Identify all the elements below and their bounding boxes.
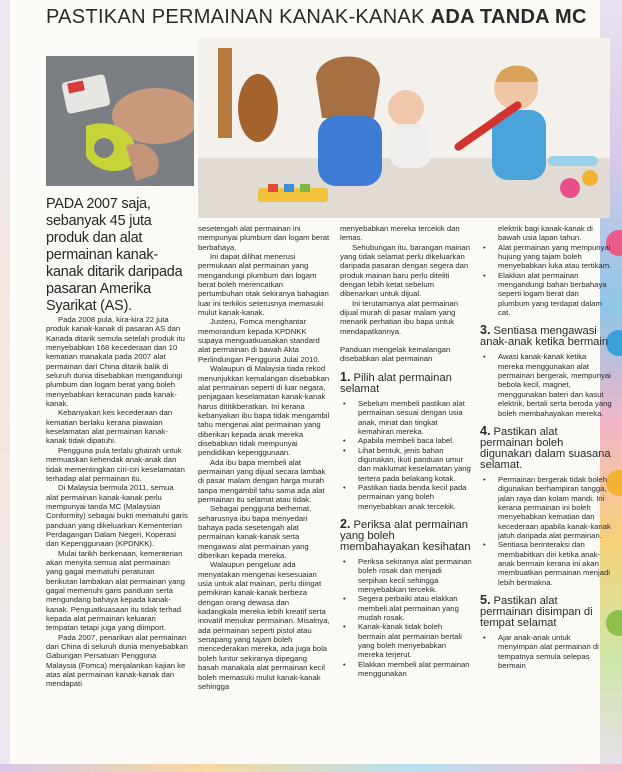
list-item: • Periksa sekiranya alat permainan boleh rosak dan menjadi serpihan kecil sehingga menyebabkan tercekik. [340, 557, 472, 594]
photo-children-playing [198, 38, 610, 218]
headline-emphasis: ADA TANDA MC [430, 6, 587, 28]
bullet-list [480, 475, 612, 587]
section-heading: 3. Sentiasa mengawasi anak-anak ketika bermain [480, 323, 609, 349]
paragraph: Ini terutamanya alat permainan dijual murah di pasar malam yang menarik perhatian ibu bapa untuk mendapatkannya. [340, 298, 458, 336]
paragraph: Walaupun pengeluar ada menyatakan mengenai kesesuaian usia untuk alat mainan, perlu diingat pemikiran kanak-kanak berbeza dengan orang dewasa dan kadangkala mereka lebih kreatif serta inovatif menukar permainan. Misalnya, ada permainan seperti pistol atau senapang yang tajam boleh mencederakan mereka, ada juga bola boleh luntur sekiranya dipegang basah manakala alat permainan kecil boleh memasuki mulut kanak-kanak sehingga [198, 560, 330, 691]
bullet-list [480, 243, 612, 318]
list-item: • Sentiasa berinteraksi dan membabitkan diri ketika anak-anak bermain kerana ini akan membuatkan permainan menjadi lebih bermakna. [480, 540, 612, 587]
list-item: • Alat permainan yang mempunyai hujung yang tajam boleh menyebabkan luka atau tertikam. [480, 243, 612, 271]
list-item: • Awasi kanak-kanak ketika mereka menggunakan alat permainan bergerak, mempunyai bebola kecil, magnet, menggunakan bateri dan kasut elektrik, bertali serta beroda yang boleh membahayakan mereka. [480, 352, 612, 417]
paragraph: Justeru, Fomca menghantar memorandum kepada KPDNKK supaya menguatkuasakan standard alat permainan di bawah Akta Perlindungan Pengguna Julai 2010. [198, 317, 320, 364]
article-headline [46, 6, 587, 32]
section-heading: 2. Periksa alat permainan yang boleh membahayakan kesihatan [340, 516, 471, 553]
paragraph: Pada 2007, penarikan alat permainan dari China di seluruh dunia menyebabkan Gabungan Persatuan Pengguna Malaysia (Fomca) menjalankan kajian ke atas alat permainan kanak-kanak dan mendapati [46, 632, 188, 689]
bullet-list [340, 399, 472, 511]
list-item: • Pastikan tiada benda kecil pada permainan yang boleh menyebabkan anak tercekik. [340, 483, 472, 511]
article-column-3 [340, 224, 472, 678]
paragraph: Walaupun di Malaysia tiada rekod menunjukkan kemalangan disebabkan alat permainan seperti di luar negara, penjagaan keselamatan kanak-kanak harus dititikberatkan. Ini kerana kebanyakan ibu bapa tidak mengambil tahu mengenai alat permainan yang diberikan kepada anak mereka disebabkan tidak mempunyai pendidikan kepenggunaan. [198, 364, 330, 458]
bullet-list [480, 633, 612, 670]
paragraph: Pada 2008 pula, kira-kira 22 juta produk kanak-kanak di pasaran AS dan Kanada ditarik semula setelah produk itu menyebabkan 168 kecederaan dan 10 kematian manakala pada 2007 alat permainan dari China ditarik balik di seluruh dunia disebabkan mengandungi plumbum dan logam berat yang boleh menyebabkan keracunan pada kanak-kanak. [46, 315, 185, 409]
list-item: • Elakkan alat permainan mengandungi bahan berbahaya seperti logam berat dan plumbum yang terdapat dalam cat. [480, 271, 612, 318]
paragraph: elektrik bagi kanak-kanak di bawah usia lapan tahun. [498, 224, 593, 243]
photo-mc-label-toy [46, 56, 194, 186]
section-heading: 5. Pastikan alat permainan disimpan di tempat selamat [480, 592, 593, 629]
paragraph: Panduan mengelak kemalangan disebabkan alat permainan [340, 345, 451, 364]
list-item: • Kanak-kanak tidak boleh bermain alat permainan bertali yang boleh menyebabkan mereka terjerut. [340, 622, 472, 659]
bullet-list [340, 557, 472, 678]
section-heading: 1. Pilih alat permainan selamat [340, 369, 452, 395]
list-item: • Sebelum membeli pastikan alat permainan sesuai dengan usia anak, minat dan tingkat kemahiran mereka. [340, 399, 472, 436]
article-column-4 [480, 224, 612, 670]
paragraph: Sebagai pengguna berhemat, seharusnya ibu bapa menyedari bahaya pada sesetengah alat permainan kanak-kanak serta mengawasi alat permainan yang diberikan kepada mereka. [198, 504, 312, 561]
article-lede: PADA 2007 saja, sebanyak 45 juta produk dan alat permainan kanak-kanak ditarik daripada pasaran Amerika Syarikat (AS). [46, 196, 183, 314]
list-item: • Elakkan membeli alat permainan menggunakan [340, 660, 472, 679]
list-item: • Lihat bentuk, jenis bahan digunakan, ikuti panduan umur dan maklumat keselamatan yang tertera pada belakang kotak. [340, 446, 472, 483]
paragraph: Mulai tarikh berkenaan, kementerian akan menyita semua alat permainan yang gagal mematuhi peraturan berikutan lambakan alat permainan yang gagal memenuhi garis panduan serta mengundang bahaya kepada kanak-kanak. Penguatkuasaan itu tidak terhad kepada alat permainan keluaran tempatan tetapi juga yang diimport. [46, 548, 185, 633]
list-item: • Apabila membeli baca label. [340, 436, 472, 445]
paragraph: Ini dapat dilihat menerusi permukaan alat permainan yang mengandungi plumbum dan logam berat boleh merencatkan pertumbuhan otak sekiranya bahagian luar ini terkikis seterusnya memasuki mulut kanak-kanak. [198, 252, 329, 318]
article-column-2 [198, 224, 330, 691]
paragraph: sesetengah alat permainan ini mempunyai plumbum dan logam berat berbahaya. [198, 224, 330, 252]
list-item: • Ajar anak-anak untuk menyimpan alat permainan di tempatnya semula selepas bermain [480, 633, 612, 670]
headline-main: PASTIKAN PERMAINAN KANAK-KANAK [46, 6, 425, 28]
mc-label-photo-illustration [46, 56, 194, 186]
paragraph: Di Malaysia bermula 2011, semua alat permainan kanak-kanak perlu mempunyai tanda MC (Malaysian Conformity) sebagai bukti mematuhi garis panduan yang dikeluarkan Kementerian Perdagangan Dalam Negeri, Koperasi dan Kepenggunaan (KPDNKK). [46, 483, 188, 549]
bottom-border-decoration [0, 764, 622, 772]
section-heading: 4. Pastikan alat permainan boleh digunakan dalam suasana selamat. [480, 423, 611, 471]
paragraph: Pengguna pula terlalu ghairah untuk memuaskan kehendak anak-anak dan tidak mementingkan ciri-ciri keselamatan terhadap alat permainan itu. [46, 445, 185, 483]
paragraph: Ada ibu bapa membeli alat permainan yang dijual secara lambak di pasar malam dengan harga murah tanpa mengambil tahu sama ada alat permainan itu selamat atau tidak. [198, 457, 326, 504]
list-item: • Segera perbaiki atau elakkan membeli alat permainan yang mudah rosak. [340, 594, 472, 622]
bullet-list [480, 352, 612, 417]
paragraph: menyebabkan mereka tercekik dan lemas. [340, 224, 460, 243]
list-item: • Permainan bergerak tidak boleh digunakan berhampiran tangga, jalan raya dan kolam mandi. Ini kerana permainan ini boleh menyebabkan kematian dan kecederaan apabila kanak-kanak jatuh daripada alat permainan. [480, 475, 612, 540]
children-photo-illustration [198, 38, 610, 218]
article-column-1 [46, 315, 188, 689]
paragraph: Kebanyakan kes kecederaan dan kematian berlaku kerana piawaian keselamatan alat permainan kanak-kanak tidak dipatuhi. [46, 408, 173, 446]
left-border-decoration [0, 0, 10, 772]
paragraph: Sehubungan itu, barangan mainan yang tidak selamat perlu dikeluarkan daripada pasaran dengan segera dan produk mainan baru perlu diteliti dengan lebih ketat sebelum dibenarkan untuk dijual. [340, 242, 470, 299]
